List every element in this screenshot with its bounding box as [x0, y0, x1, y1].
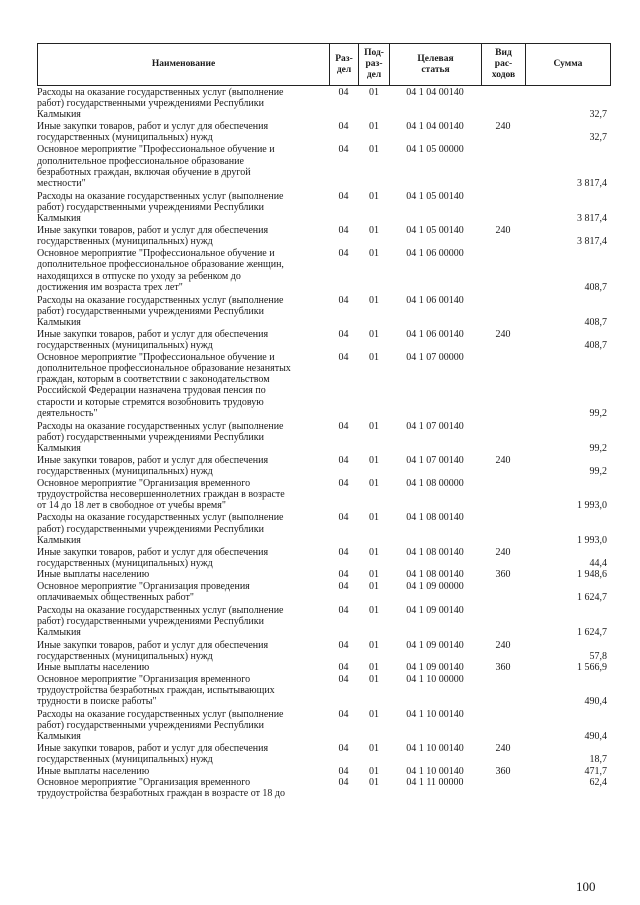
row-name: Иные закупки товаров, работ и услуг для обеспечения государственных (муниципальных) нужд [37, 546, 269, 569]
row-razdel: 04 [338, 765, 349, 777]
table-row [37, 605, 611, 638]
table-row [37, 766, 611, 777]
row-razdel: 04 [338, 512, 349, 524]
row-podrazdel: 01 [369, 568, 379, 580]
row-razdel: 04 [338, 776, 349, 788]
row-razdel: 04 [338, 743, 349, 755]
row-name: Расходы на оказание государственных услуг (выполнение работ) государственными учреждениями Республики Калмыкия [37, 190, 284, 225]
row-podrazdel: 01 [369, 512, 379, 524]
header-name: Наименование [38, 44, 330, 85]
row-razdel: 04 [338, 87, 349, 98]
row-summa: 3 817,4 [577, 236, 607, 248]
row-podrazdel: 01 [369, 420, 379, 432]
table-row [37, 191, 611, 224]
row-podrazdel: 01 [369, 455, 379, 466]
row-summa: 490,4 [584, 695, 607, 707]
row-summa: 490,4 [584, 731, 607, 743]
row-podrazdel: 01 [369, 639, 379, 651]
row-podrazdel: 01 [369, 328, 379, 340]
row-target: 04 1 06 00140 [406, 328, 464, 340]
row-target: 04 1 10 00000 [406, 673, 464, 685]
table-row [37, 581, 611, 603]
table-row [37, 121, 611, 143]
row-summa: 3 817,4 [577, 213, 607, 225]
row-podrazdel: 01 [369, 248, 379, 260]
table-row [37, 547, 611, 569]
row-summa: 44,4 [589, 557, 607, 569]
row-podrazdel: 01 [369, 661, 379, 673]
row-podrazdel: 01 [369, 765, 379, 777]
table-row [37, 777, 611, 799]
table-row [37, 743, 611, 765]
table-row [37, 455, 611, 477]
row-podrazdel: 01 [369, 546, 379, 558]
row-name: Основное мероприятие "Профессиональное обучение и дополнительное профессиональное образование безработных граждан, включая обучение в другой местности" [37, 144, 275, 189]
row-target: 04 1 08 00000 [406, 478, 464, 490]
row-target: 04 1 04 00140 [406, 87, 464, 98]
row-summa: 1 993,0 [577, 500, 607, 512]
row-summa: 99,2 [589, 466, 607, 478]
row-summa: 18,7 [589, 754, 607, 766]
row-razdel: 04 [338, 190, 349, 202]
row-name: Расходы на оказание государственных услуг (выполнение работ) государственными учреждениями Республики Калмыкия [37, 512, 284, 546]
page-number: 100 [576, 879, 596, 894]
row-podrazdel: 01 [369, 294, 379, 306]
row-razdel: 04 [338, 673, 349, 685]
row-razdel: 04 [338, 639, 349, 651]
table-row [37, 662, 611, 673]
table-header [37, 43, 611, 86]
row-summa: 1 624,7 [577, 592, 607, 604]
row-razdel: 04 [338, 455, 349, 466]
row-summa: 57,8 [589, 650, 607, 662]
row-razdel: 04 [338, 144, 349, 156]
row-target: 04 1 07 00140 [406, 455, 464, 466]
row-razdel: 04 [338, 328, 349, 340]
header-razdel: Раз- дел [330, 44, 359, 85]
row-podrazdel: 01 [369, 352, 379, 364]
row-podrazdel: 01 [369, 190, 379, 202]
row-summa: 3 817,4 [577, 177, 607, 189]
row-name: Иные закупки товаров, работ и услуг для обеспечения государственных (муниципальных) нужд [37, 121, 269, 144]
table-row [37, 421, 611, 454]
row-summa: 1 948,6 [577, 568, 607, 580]
row-podrazdel: 01 [369, 121, 379, 133]
row-podrazdel: 01 [369, 605, 379, 617]
table-row [37, 144, 611, 188]
row-target: 04 1 05 00140 [406, 225, 464, 237]
row-target: 04 1 05 00140 [406, 190, 464, 202]
row-podrazdel: 01 [369, 225, 379, 237]
table-row [37, 225, 611, 247]
row-razdel: 04 [338, 352, 349, 364]
row-name: Основное мероприятие "Профессиональное обучение и дополнительное профессиональное образование женщин, находящихся в отпуске по уходу за ребенком до достижения им возраста трех лет" [37, 248, 284, 293]
table-row [37, 478, 611, 511]
row-summa: 32,7 [589, 132, 607, 144]
table-row [37, 709, 611, 742]
row-summa: 99,2 [589, 442, 607, 454]
row-vid: 240 [495, 121, 511, 133]
row-vid: 240 [495, 455, 511, 466]
row-summa: 32,7 [589, 109, 607, 121]
row-summa: 1 566,9 [577, 661, 607, 673]
row-target: 04 1 05 00000 [406, 144, 464, 156]
table-row [37, 640, 611, 662]
row-summa: 1 993,0 [577, 534, 607, 546]
row-summa: 471,7 [584, 765, 607, 777]
table-row [37, 512, 611, 545]
row-target: 04 1 07 00140 [406, 420, 464, 432]
table-row [37, 352, 611, 419]
row-razdel: 04 [338, 661, 349, 673]
row-name: Иные выплаты населению [37, 765, 150, 777]
row-vid: 240 [495, 225, 511, 237]
row-name: Иные выплаты населению [37, 661, 150, 673]
header-vid: Вид рас- ходов [482, 44, 526, 85]
row-target: 04 1 09 00140 [406, 605, 464, 617]
header-summa: Сумма [553, 59, 583, 69]
row-podrazdel: 01 [369, 673, 379, 685]
row-razdel: 04 [338, 581, 349, 593]
row-target: 04 1 07 00000 [406, 352, 464, 364]
row-podrazdel: 01 [369, 581, 379, 593]
row-razdel: 04 [338, 605, 349, 617]
row-name: Иные закупки товаров, работ и услуг для обеспечения государственных (муниципальных) нужд [37, 328, 269, 352]
row-razdel: 04 [338, 294, 349, 306]
row-target: 04 1 06 00140 [406, 294, 464, 306]
row-target: 04 1 10 00140 [406, 743, 464, 755]
row-target: 04 1 06 00000 [406, 248, 464, 260]
row-razdel: 04 [338, 248, 349, 260]
row-target: 04 1 10 00140 [406, 765, 464, 777]
table-row [37, 674, 611, 707]
row-name: Основное мероприятие "Профессиональное обучение и дополнительное профессиональное образование незанятых граждан, которым в соответствии с законодательством Российской Федерации назначена трудовая пенсия по старости и которые стремятся возобновить трудовую деятельность" [37, 352, 291, 419]
row-name: Расходы на оказание государственных услуг (выполнение работ) государственными учреждениями Республики Калмыкия [37, 420, 284, 454]
row-razdel: 04 [338, 709, 349, 721]
header-podrazdel: Под- раз- дел [359, 44, 390, 85]
row-name: Основное мероприятие "Организация проведения оплачиваемых общественных работ" [37, 581, 250, 604]
row-target: 04 1 11 00000 [406, 776, 464, 788]
table-row [37, 329, 611, 351]
row-name: Расходы на оказание государственных услуг (выполнение работ) государственными учреждениями Республики Калмыкия [37, 294, 284, 328]
row-name: Иные закупки товаров, работ и услуг для обеспечения государственных (муниципальных) нужд [37, 225, 269, 248]
row-name: Иные закупки товаров, работ и услуг для обеспечения государственных (муниципальных) нужд [37, 743, 269, 766]
row-target: 04 1 04 00140 [406, 121, 464, 133]
row-target: 04 1 10 00140 [406, 709, 464, 721]
row-summa: 408,7 [584, 316, 607, 328]
row-podrazdel: 01 [369, 776, 379, 788]
row-vid: 240 [495, 546, 511, 558]
row-vid: 240 [495, 743, 511, 755]
row-target: 04 1 09 00140 [406, 639, 464, 651]
row-name: Основное мероприятие "Организация временного трудоустройства безработных граждан, испытывающих трудности в поиске работы" [37, 673, 275, 707]
row-podrazdel: 01 [369, 87, 379, 98]
row-vid: 240 [495, 328, 511, 340]
row-razdel: 04 [338, 121, 349, 133]
row-name: Расходы на оказание государственных услуг (выполнение работ) государственными учреждениями Республики Калмыкия [37, 709, 284, 743]
row-summa: 99,2 [589, 407, 607, 419]
header-target: Целевая статья [390, 44, 482, 85]
row-name: Иные закупки товаров, работ и услуг для обеспечения государственных (муниципальных) нужд [37, 455, 269, 478]
table-row [37, 295, 611, 328]
row-razdel: 04 [338, 568, 349, 580]
row-summa: 62,4 [589, 776, 607, 788]
row-summa: 408,7 [584, 340, 607, 352]
row-name: Расходы на оказание государственных услуг (выполнение работ) государственными учреждениями Республики Калмыкия [37, 87, 284, 121]
row-name: Основное мероприятие "Организация временного трудоустройства несовершеннолетних граждан в возрасте от 14 до 18 лет в свободное от учебы время" [37, 478, 285, 512]
row-vid: 360 [495, 661, 511, 673]
row-podrazdel: 01 [369, 144, 379, 156]
row-razdel: 04 [338, 546, 349, 558]
row-name: Расходы на оказание государственных услуг (выполнение работ) государственными учреждениями Республики Калмыкия [37, 605, 284, 639]
row-vid: 360 [495, 568, 511, 580]
row-target: 04 1 09 00000 [406, 581, 464, 593]
row-target: 04 1 08 00140 [406, 512, 464, 524]
row-summa: 1 624,7 [577, 627, 607, 639]
row-vid: 360 [495, 765, 511, 777]
table-row [37, 248, 611, 292]
row-name: Иные закупки товаров, работ и услуг для обеспечения государственных (муниципальных) нужд [37, 639, 269, 662]
row-vid: 240 [495, 639, 511, 651]
row-target: 04 1 09 00140 [406, 661, 464, 673]
table-row [37, 569, 611, 580]
table-row [37, 87, 611, 120]
table-body [37, 87, 611, 799]
row-razdel: 04 [338, 225, 349, 237]
row-podrazdel: 01 [369, 478, 379, 490]
row-summa: 408,7 [584, 281, 607, 293]
row-name: Основное мероприятие "Организация временного трудоустройства безработных граждан в возрасте от 18 до [37, 776, 286, 799]
row-target: 04 1 08 00140 [406, 546, 464, 558]
row-name: Иные выплаты населению [37, 568, 150, 580]
row-podrazdel: 01 [369, 743, 379, 755]
row-target: 04 1 08 00140 [406, 568, 464, 580]
row-razdel: 04 [338, 478, 349, 490]
row-razdel: 04 [338, 420, 349, 432]
row-podrazdel: 01 [369, 709, 379, 721]
